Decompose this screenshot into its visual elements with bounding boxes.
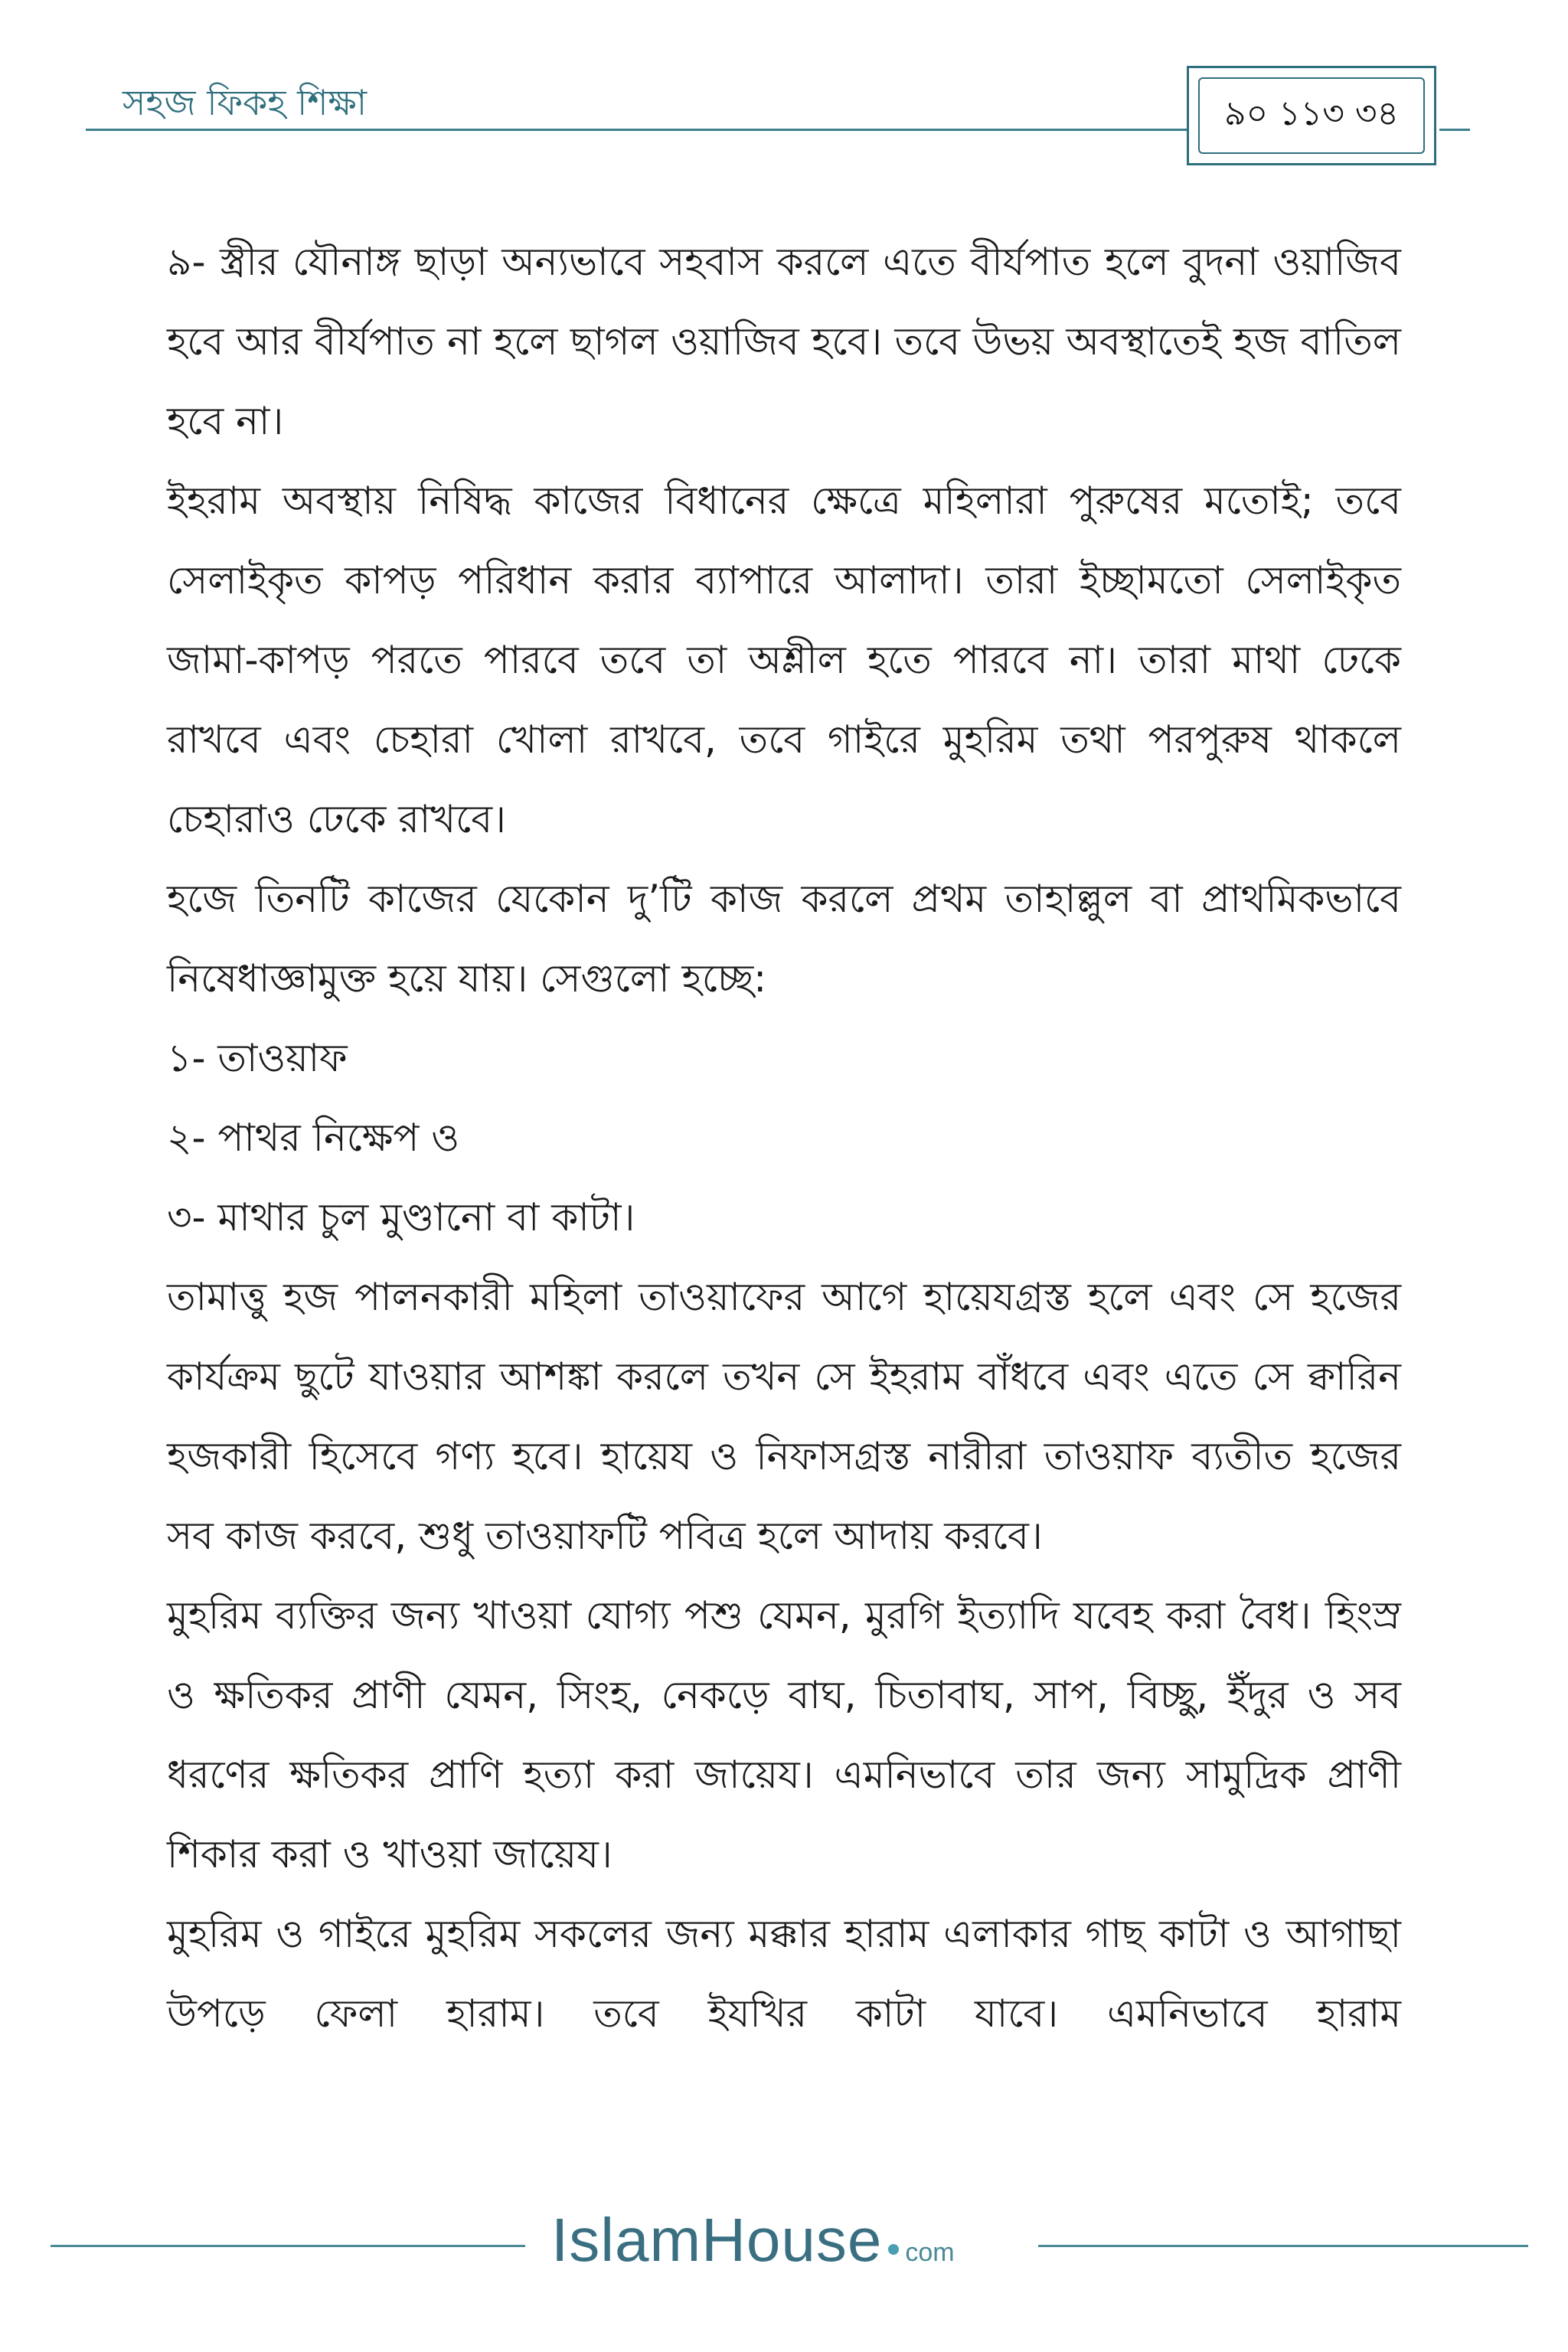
paragraph-1: ৯- স্ত্রীর যৌনাঙ্গ ছাড়া অন্যভাবে সহবাস করলে এতে বীর্যপাত হলে বুদনা ওয়াজিব হবে আর বীর্যপাত না হলে ছাগল ওয়াজিব হবে। তবে উভয় অবস্থাতেই হজ বাতিল হবে না।: [167, 240, 1401, 443]
list-item: ১- তাওয়াফ: [167, 1036, 348, 1080]
header-divider-line-right: [1439, 129, 1470, 131]
paragraph-3: হজে তিনটি কাজের যেকোন দু’টি কাজ করলে প্রথম তাহাল্লুল বা প্রাথমিকভাবে নিষেধাজ্ঞামুক্ত হয়ে যায়। সেগুলো হচ্ছে:: [167, 877, 1401, 1001]
paragraph-2: ইহরাম অবস্থায় নিষিদ্ধ কাজের বিধানের ক্ষেত্রে মহিলারা পুরুষের মতোই; তবে সেলাইকৃত কাপড় পরিধান করার ব্যাপারে আলাদা। তারা ইচ্ছামতো সেলাইকৃত জামা-কাপড় পরতে পারবে তবে তা অশ্লীল হতে পারবে না। তারা মাথা ঢেকে রাখবে এবং চেহারা খোলা রাখবে, তবে গাইরে মুহরিম তথা পরপুরুষ থাকলে চেহারাও ঢেকে রাখবে।: [167, 479, 1401, 841]
logo-dot-icon: [888, 2244, 899, 2255]
paragraph-6: মুহরিম ও গাইরে মুহরিম সকলের জন্য মক্কার হারাম এলাকার গাছ কাটা ও আগাছা উপড়ে ফেলা হারাম। তবে ইযখির কাটা যাবে। এমনিভাবে হারাম: [167, 1912, 1401, 2036]
logo-text: IslamHouse: [551, 2206, 883, 2274]
logo-suffix: com: [905, 2238, 955, 2267]
page-body: [167, 222, 1401, 2053]
page-number-frame: [1187, 66, 1436, 165]
running-header-title: সহজ ফিকহ শিক্ষা: [122, 82, 368, 123]
page-number: ৯০ ১১৩ ৩৪: [1198, 77, 1425, 154]
islamhouse-logo: [551, 2205, 955, 2282]
list-item: ২- পাথর নিক্ষেপ ও: [167, 1116, 460, 1160]
footer-divider-right: [1038, 2245, 1528, 2247]
paragraph-5: মুহরিম ব্যক্তির জন্য খাওয়া যোগ্য পশু যেমন, মুরগি ইত্যাদি যবেহ করা বৈধ। হিংস্র ও ক্ষতিকর প্রাণী যেমন, সিংহ, নেকড়ে বাঘ, চিতাবাঘ, সাপ, বিচ্ছু, ইঁদুর ও সব ধরণের ক্ষতিকর প্রাণি হত্যা করা জায়েয। এমনিভাবে তার জন্য সামুদ্রিক প্রাণী শিকার করা ও খাওয়া জায়েয।: [167, 1593, 1401, 1877]
header-divider-line: [86, 129, 1188, 131]
footer-divider-left: [51, 2245, 525, 2247]
paragraph-4: তামাত্তু হজ পালনকারী মহিলা তাওয়াফের আগে হায়েযগ্রস্ত হলে এবং সে হজের কার্যক্রম ছুটে যাওয়ার আশঙ্কা করলে তখন সে ইহরাম বাঁধবে এবং এতে সে ক্বারিন হজকারী হিসেবে গণ্য হবে। হায়েয ও নিফাসগ্রস্ত নারীরা তাওয়াফ ব্যতীত হজের সব কাজ করবে, শুধু তাওয়াফটি পবিত্র হলে আদায় করবে।: [167, 1275, 1401, 1558]
list-item: ৩- মাথার চুল মুণ্ডানো বা কাটা।: [167, 1195, 635, 1240]
